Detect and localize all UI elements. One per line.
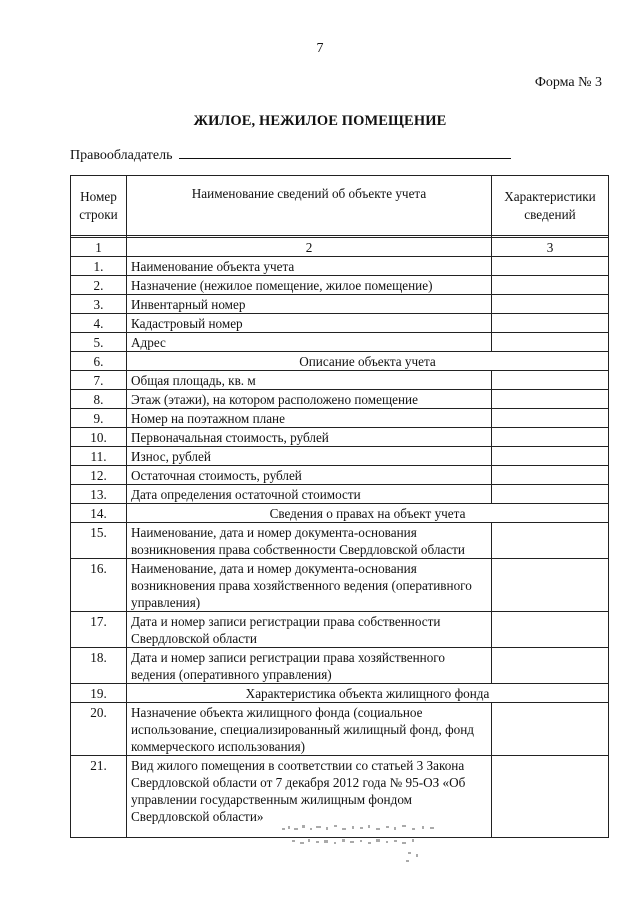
row-number: 11.	[71, 447, 127, 466]
table-row	[71, 648, 609, 684]
row-number: 4.	[71, 314, 127, 333]
owner-field	[70, 147, 511, 164]
row-value-cell[interactable]	[492, 428, 609, 447]
row-value-cell[interactable]	[492, 756, 609, 838]
row-number: 19.	[71, 684, 127, 703]
row-label: Номер на поэтажном плане	[127, 409, 492, 428]
table-row	[71, 333, 609, 352]
row-label: Остаточная стоимость, рублей	[127, 466, 492, 485]
row-value-cell[interactable]	[492, 447, 609, 466]
row-value-cell[interactable]	[492, 295, 609, 314]
row-value-cell[interactable]	[492, 485, 609, 504]
row-number: 6.	[71, 352, 127, 371]
row-number: 13.	[71, 485, 127, 504]
row-value-cell[interactable]	[492, 703, 609, 756]
row-label: Дата и номер записи регистрации права хозяйственного ведения (оперативного управления)	[127, 648, 492, 684]
column-number-3: 3	[492, 238, 609, 257]
table-row	[71, 559, 609, 612]
table-row	[71, 409, 609, 428]
row-label: Адрес	[127, 333, 492, 352]
row-label: Дата определения остаточной стоимости	[127, 485, 492, 504]
owner-blank-line	[179, 147, 511, 159]
header-name: Наименование сведений об объекте учета	[127, 176, 492, 236]
section-heading: Характеристика объекта жилищного фонда	[127, 684, 609, 703]
row-number: 2.	[71, 276, 127, 295]
row-number: 9.	[71, 409, 127, 428]
table-row	[71, 371, 609, 390]
column-number-1: 1	[71, 238, 127, 257]
row-number: 15.	[71, 523, 127, 559]
row-value-cell[interactable]	[492, 523, 609, 559]
page-number: 7	[316, 41, 324, 56]
row-number: 21.	[71, 756, 127, 838]
section-row	[71, 352, 609, 371]
row-value-cell[interactable]	[492, 333, 609, 352]
table-row	[71, 703, 609, 756]
row-number: 8.	[71, 390, 127, 409]
faded-stamp-mark	[282, 822, 442, 866]
row-label: Назначение (нежилое помещение, жилое помещение)	[127, 276, 492, 295]
table-row	[71, 428, 609, 447]
column-number-2: 2	[127, 238, 492, 257]
section-heading: Сведения о правах на объект учета	[127, 504, 609, 523]
row-value-cell[interactable]	[492, 612, 609, 648]
table-row	[71, 612, 609, 648]
table-row	[71, 390, 609, 409]
row-number: 10.	[71, 428, 127, 447]
row-value-cell[interactable]	[492, 276, 609, 295]
object-info-table	[70, 175, 609, 838]
row-number: 17.	[71, 612, 127, 648]
row-value-cell[interactable]	[492, 390, 609, 409]
table-row	[71, 314, 609, 333]
row-value-cell[interactable]	[492, 466, 609, 485]
row-label: Наименование объекта учета	[127, 257, 492, 276]
row-label: Вид жилого помещения в соответствии со статьей 3 Закона Свердловской области от 7 декабря 2012 года № 95-ОЗ «Об управлении государственным жилищным фондом Свердловской области»	[127, 756, 492, 838]
row-number: 5.	[71, 333, 127, 352]
row-label: Первоначальная стоимость, рублей	[127, 428, 492, 447]
row-label: Общая площадь, кв. м	[127, 371, 492, 390]
row-number: 3.	[71, 295, 127, 314]
row-label: Дата и номер записи регистрации права собственности Свердловской области	[127, 612, 492, 648]
row-number: 1.	[71, 257, 127, 276]
row-value-cell[interactable]	[492, 314, 609, 333]
row-number: 18.	[71, 648, 127, 684]
table-row	[71, 485, 609, 504]
owner-label: Правообладатель	[70, 148, 173, 163]
row-value-cell[interactable]	[492, 409, 609, 428]
row-value-cell[interactable]	[492, 648, 609, 684]
page-title: ЖИЛОЕ, НЕЖИЛОЕ ПОМЕЩЕНИЕ	[193, 113, 447, 129]
row-number: 20.	[71, 703, 127, 756]
row-label: Наименование, дата и номер документа-основания возникновения права хозяйственного ведения (оперативного управления)	[127, 559, 492, 612]
row-label: Кадастровый номер	[127, 314, 492, 333]
row-label: Инвентарный номер	[127, 295, 492, 314]
row-label: Этаж (этажи), на котором расположено помещение	[127, 390, 492, 409]
column-number-row	[71, 238, 609, 257]
table-row	[71, 447, 609, 466]
row-label: Наименование, дата и номер документа-основания возникновения права собственности Свердловской области	[127, 523, 492, 559]
header-value: Характеристики сведений	[492, 176, 609, 236]
row-number: 7.	[71, 371, 127, 390]
row-value-cell[interactable]	[492, 371, 609, 390]
section-heading: Описание объекта учета	[127, 352, 609, 371]
row-label: Назначение объекта жилищного фонда (социальное использование, специализированный жилищный фонд, фонд коммерческого использования)	[127, 703, 492, 756]
row-number: 16.	[71, 559, 127, 612]
row-label: Износ, рублей	[127, 447, 492, 466]
form-number: Форма № 3	[534, 75, 602, 90]
row-value-cell[interactable]	[492, 559, 609, 612]
table-row	[71, 276, 609, 295]
header-number: Номер строки	[71, 176, 127, 236]
row-number: 12.	[71, 466, 127, 485]
table-row	[71, 257, 609, 276]
table-row	[71, 295, 609, 314]
table-row	[71, 523, 609, 559]
table-row	[71, 466, 609, 485]
row-number: 14.	[71, 504, 127, 523]
row-value-cell[interactable]	[492, 257, 609, 276]
section-row	[71, 684, 609, 703]
section-row	[71, 504, 609, 523]
